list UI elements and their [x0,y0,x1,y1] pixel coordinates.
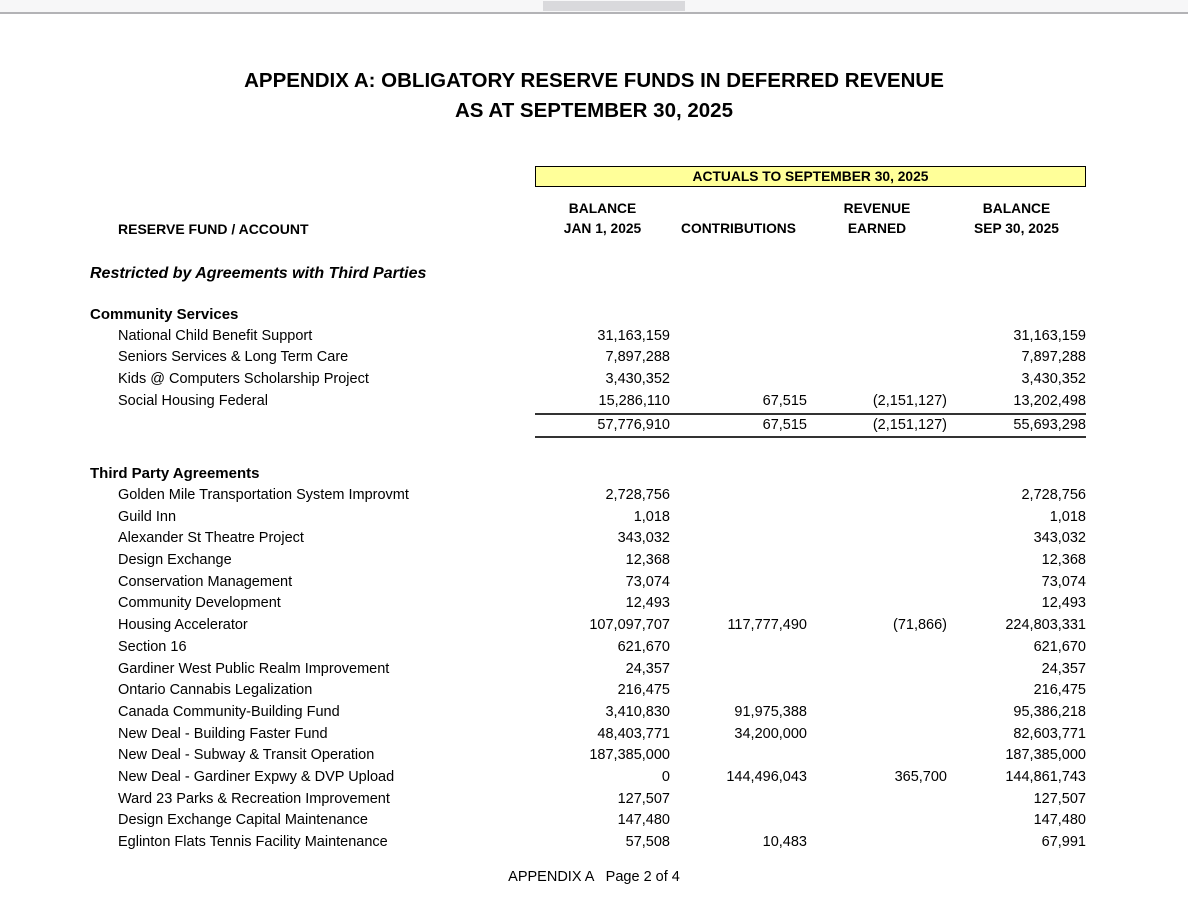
subtotal-balance-jan1: 57,776,910 [597,416,670,433]
column-header-account: RESERVE FUND / ACCOUNT [118,221,309,237]
cell-balance-sep30: 67,991 [1041,834,1086,851]
cell-contributions [670,572,807,594]
row-label: Social Housing Federal [118,392,268,409]
table-row [90,637,1086,659]
table-row [90,507,1086,529]
cell-contributions [670,507,807,529]
cell-revenue-earned [807,593,947,615]
cell-balance-jan1: 127,507 [617,790,670,807]
cell-balance-jan1: 48,403,771 [597,725,670,742]
cell-contributions [670,745,807,767]
row-label: Eglinton Flats Tennis Facility Maintenance [118,834,388,851]
cell-revenue-earned [807,550,947,572]
group-header-row [90,304,1086,326]
table-row [90,810,1086,832]
cell-revenue-earned [807,789,947,811]
cell-balance-sep30: 127,507 [1033,790,1086,807]
cell-revenue-earned [807,832,947,854]
row-label: New Deal - Subway & Transit Operation [118,747,375,764]
cell-balance-jan1: 15,286,110 [598,392,670,409]
table-row [90,615,1086,637]
cell-revenue-earned [807,528,947,550]
cell-balance-jan1: 621,670 [617,638,670,655]
subtotal-label-spacer [90,413,535,439]
row-label: Canada Community-Building Fund [118,703,340,720]
row-label: Seniors Services & Long Term Care [118,349,349,366]
row-label: Guild Inn [118,508,177,525]
cell-contributions [670,326,807,348]
cell-contributions [670,347,807,369]
section-note-row [90,265,1086,282]
cell-balance-jan1: 12,493 [625,595,670,612]
row-label: Ontario Cannabis Legalization [118,682,313,699]
column-header-contributions: CONTRIBUTIONS [681,221,796,236]
cell-contributions: 117,777,490 [727,617,807,634]
cell-revenue-earned [807,637,947,659]
table-row [90,369,1086,391]
horizontal-scrollbar-thumb[interactable] [543,1,685,11]
cell-balance-sep30: 1,018 [1049,508,1086,525]
cell-balance-jan1: 24,357 [625,660,670,677]
cell-balance-jan1: 187,385,000 [589,747,670,764]
cell-balance-sep30: 24,357 [1041,660,1086,677]
cell-revenue-earned: (2,151,127) [872,392,947,409]
cell-balance-sep30: 13,202,498 [1013,392,1086,409]
table-row [90,347,1086,369]
cell-contributions: 67,515 [762,392,807,409]
column-header-balance-sep30: BALANCE SEP 30, 2025 [974,201,1059,236]
row-label: Design Exchange [118,552,232,569]
cell-balance-sep30: 82,603,771 [1013,725,1086,742]
cell-balance-sep30: 187,385,000 [1005,747,1086,764]
row-label: New Deal - Gardiner Expwy & DVP Upload [118,769,395,786]
cell-contributions: 144,496,043 [726,769,807,786]
subtotal-revenue-earned: (2,151,127) [872,416,947,433]
table-row [90,680,1086,702]
cell-balance-jan1: 12,368 [625,552,670,569]
cell-balance-sep30: 147,480 [1033,812,1086,829]
group-header: Third Party Agreements [90,465,260,483]
cell-balance-sep30: 216,475 [1033,682,1086,699]
cell-balance-sep30: 2,728,756 [1021,486,1086,503]
horizontal-scrollbar-track[interactable] [0,0,1188,14]
table-row [90,326,1086,348]
cell-revenue-earned [807,347,947,369]
cell-balance-jan1: 343,032 [617,530,670,547]
column-header-revenue-earned: REVENUE EARNED [843,201,911,236]
cell-balance-sep30: 3,430,352 [1021,371,1086,388]
row-label: Community Development [118,595,281,612]
cell-revenue-earned [807,702,947,724]
table-row [90,724,1086,746]
cell-balance-jan1: 31,163,159 [597,327,670,344]
cell-contributions [670,550,807,572]
cell-balance-sep30: 12,368 [1041,552,1086,569]
cell-revenue-earned [807,485,947,507]
cell-contributions: 10,483 [762,834,807,851]
cell-balance-jan1: 147,480 [617,812,670,829]
column-header-row [90,199,1086,239]
cell-contributions [670,637,807,659]
table-row [90,391,1086,413]
table-row [90,593,1086,615]
cell-balance-sep30: 95,386,218 [1013,703,1086,720]
row-label: Gardiner West Public Realm Improvement [118,660,390,677]
actuals-banner: ACTUALS TO SEPTEMBER 30, 2025 [535,166,1086,187]
cell-revenue-earned [807,745,947,767]
subtotal-rule [535,413,1086,439]
cell-balance-jan1: 3,430,352 [605,371,670,388]
document-page [0,14,1188,884]
subtotal-row [90,413,1086,439]
cell-revenue-earned: 365,700 [894,769,947,786]
cell-revenue-earned [807,369,947,391]
cell-balance-jan1: 2,728,756 [605,486,670,503]
cell-balance-sep30: 73,074 [1041,573,1086,590]
table-row [90,767,1086,789]
page-footer: APPENDIX A Page 2 of 4 [508,868,680,885]
subtotal-contributions: 67,515 [762,416,807,433]
cell-balance-sep30: 621,670 [1033,638,1086,655]
cell-contributions [670,369,807,391]
table-row [90,702,1086,724]
table-row [90,789,1086,811]
table-body [90,265,1086,854]
section-note: Restricted by Agreements with Third Parties [90,265,427,282]
cell-revenue-earned: (71,866) [892,617,947,634]
cell-revenue-earned [807,659,947,681]
cell-balance-sep30: 12,493 [1041,595,1086,612]
table-row [90,550,1086,572]
row-label: Golden Mile Transportation System Improvmt [118,486,409,503]
cell-contributions [670,659,807,681]
table-row [90,832,1086,854]
cell-revenue-earned [807,680,947,702]
row-label: Kids @ Computers Scholarship Project [118,371,369,388]
row-label: Section 16 [118,638,187,655]
row-label: Housing Accelerator [118,617,248,634]
cell-balance-jan1: 3,410,830 [605,703,670,720]
cell-balance-jan1: 1,018 [633,508,670,525]
subtotal-balance-sep30: 55,693,298 [1013,416,1086,433]
group-header-row [90,463,1086,485]
cell-balance-sep30: 7,897,288 [1021,349,1086,366]
cell-contributions [670,810,807,832]
cell-balance-jan1: 107,097,707 [589,617,670,634]
table-row [90,659,1086,681]
cell-contributions [670,680,807,702]
cell-contributions: 91,975,388 [734,703,807,720]
cell-balance-jan1: 57,508 [625,834,670,851]
table-row [90,485,1086,507]
column-header-balance-jan1: BALANCE JAN 1, 2025 [563,201,642,236]
banner-row [90,166,1086,187]
table-row [90,528,1086,550]
cell-contributions [670,593,807,615]
cell-balance-jan1: 7,897,288 [605,349,670,366]
cell-revenue-earned [807,810,947,832]
group-header: Community Services [90,306,239,323]
table-row [90,745,1086,767]
row-label: Ward 23 Parks & Recreation Improvement [118,790,390,807]
cell-contributions [670,789,807,811]
row-label: Conservation Management [118,573,293,590]
row-label: Design Exchange Capital Maintenance [118,812,368,829]
cell-balance-jan1: 0 [661,769,670,786]
cell-contributions [670,485,807,507]
cell-revenue-earned [807,326,947,348]
row-label: Alexander St Theatre Project [118,530,304,547]
cell-contributions: 34,200,000 [734,725,807,742]
cell-balance-sep30: 31,163,159 [1013,327,1086,344]
table-row [90,572,1086,594]
cell-balance-jan1: 216,475 [617,682,670,699]
page-title-line1: APPENDIX A: OBLIGATORY RESERVE FUNDS IN DEFERRED REVENUE [244,69,944,92]
page-title [0,66,1188,126]
cell-revenue-earned [807,724,947,746]
cell-contributions [670,528,807,550]
cell-revenue-earned [807,507,947,529]
row-label: New Deal - Building Faster Fund [118,725,328,742]
page-title-line2: AS AT SEPTEMBER 30, 2025 [455,99,733,122]
cell-balance-jan1: 73,074 [625,573,670,590]
cell-balance-sep30: 224,803,331 [1005,617,1086,634]
row-label: National Child Benefit Support [118,327,313,344]
cell-balance-sep30: 343,032 [1033,530,1086,547]
cell-balance-sep30: 144,861,743 [1005,769,1086,786]
cell-revenue-earned [807,572,947,594]
reserve-funds-table [90,166,1086,854]
